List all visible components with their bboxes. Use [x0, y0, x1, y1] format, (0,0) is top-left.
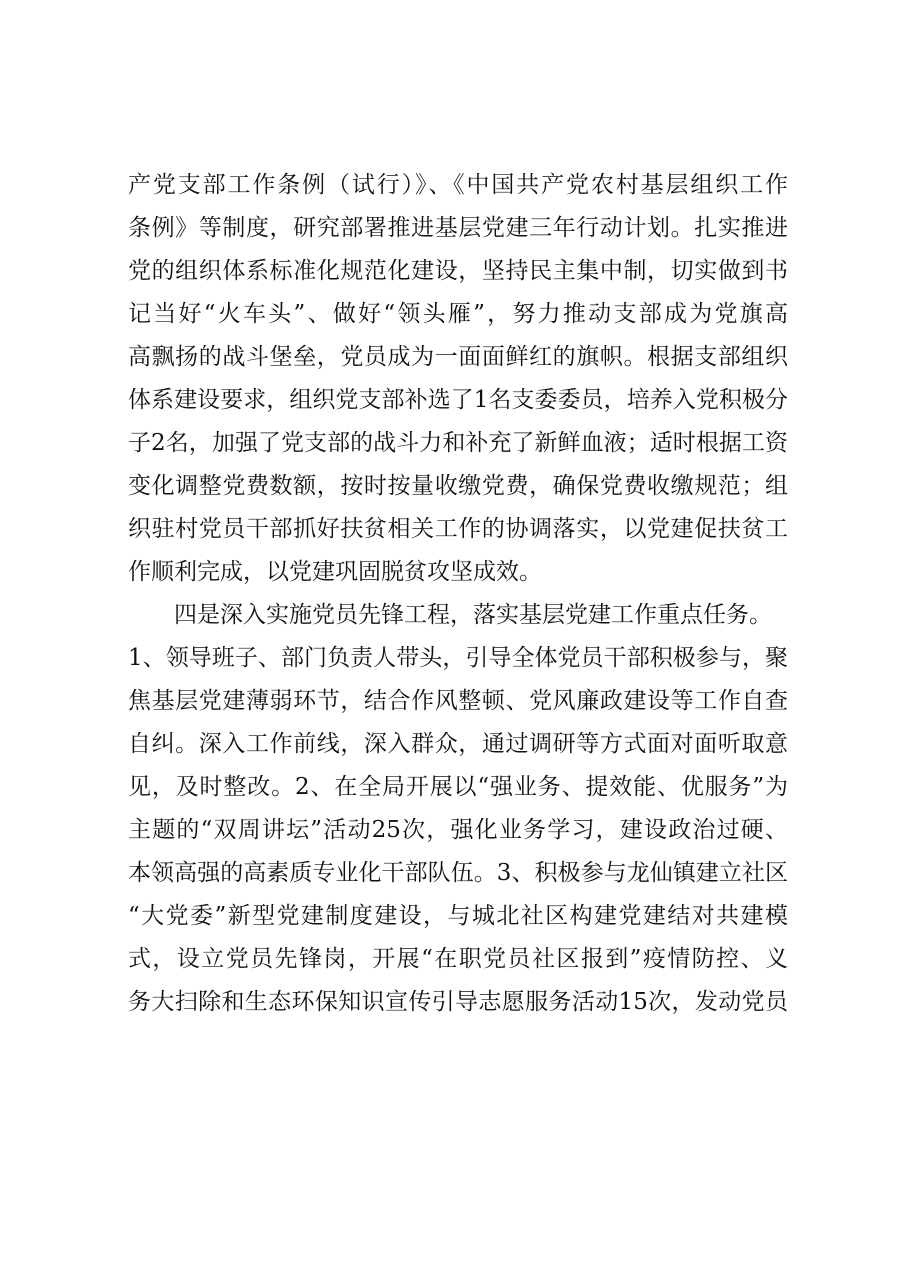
text-line: 变化调整党费数额，按时按量收缴党费，确保党费收缴规范；组: [128, 473, 788, 499]
paragraph-start-line: 四是深入实施党员先锋工程，落实基层党建工作重点任务。: [174, 602, 772, 628]
text-line: 见，及时整改。2、在全局开展以“强业务、提效能、优服务”为: [128, 774, 788, 800]
text-line: 作顺利完成，以党建巩固脱贫攻坚成效。: [128, 559, 542, 585]
text-line: 党的组织体系标准化规范化建设，坚持民主集中制，切实做到书: [128, 258, 788, 284]
text-line: 产党支部工作条例（试行）》、《中国共产党农村基层组织工作: [128, 172, 788, 198]
text-line: 子2名，加强了党支部的战斗力和补充了新鲜血液；适时根据工资: [128, 430, 788, 456]
text-line: 式，设立党员先锋岗，开展“在职党员社区报到”疫情防控、义: [128, 946, 788, 972]
text-line: 织驻村党员干部抓好扶贫相关工作的协调落实，以党建促扶贫工: [128, 516, 788, 542]
text-line: 体系建设要求，组织党支部补选了1名支委委员，培养入党积极分: [128, 387, 788, 413]
text-line: “大党委”新型党建制度建设，与城北社区构建党建结对共建模: [128, 903, 788, 929]
text-line: 高飘扬的战斗堡垒，党员成为一面面鲜红的旗帜。根据支部组织: [128, 344, 788, 370]
text-line: 自纠。深入工作前线，深入群众，通过调研等方式面对面听取意: [128, 731, 788, 757]
text-line: 记当好“火车头”、做好“领头雁”，努力推动支部成为党旗高: [128, 301, 788, 327]
text-line: 主题的“双周讲坛”活动25次，强化业务学习，建设政治过硬、: [128, 817, 788, 843]
text-line: 条例》等制度，研究部署推进基层党建三年行动计划。扎实推进: [128, 215, 788, 241]
text-line: 本领高强的高素质专业化干部队伍。3、积极参与龙仙镇建立社区: [128, 860, 788, 886]
text-line: 务大扫除和生态环保知识宣传引导志愿服务活动15次，发动党员: [128, 989, 788, 1015]
text-line: 焦基层党建薄弱环节，结合作风整顿、党风廉政建设等工作自查: [128, 688, 788, 714]
text-line: 1、领导班子、部门负责人带头，引导全体党员干部积极参与，聚: [128, 645, 788, 671]
